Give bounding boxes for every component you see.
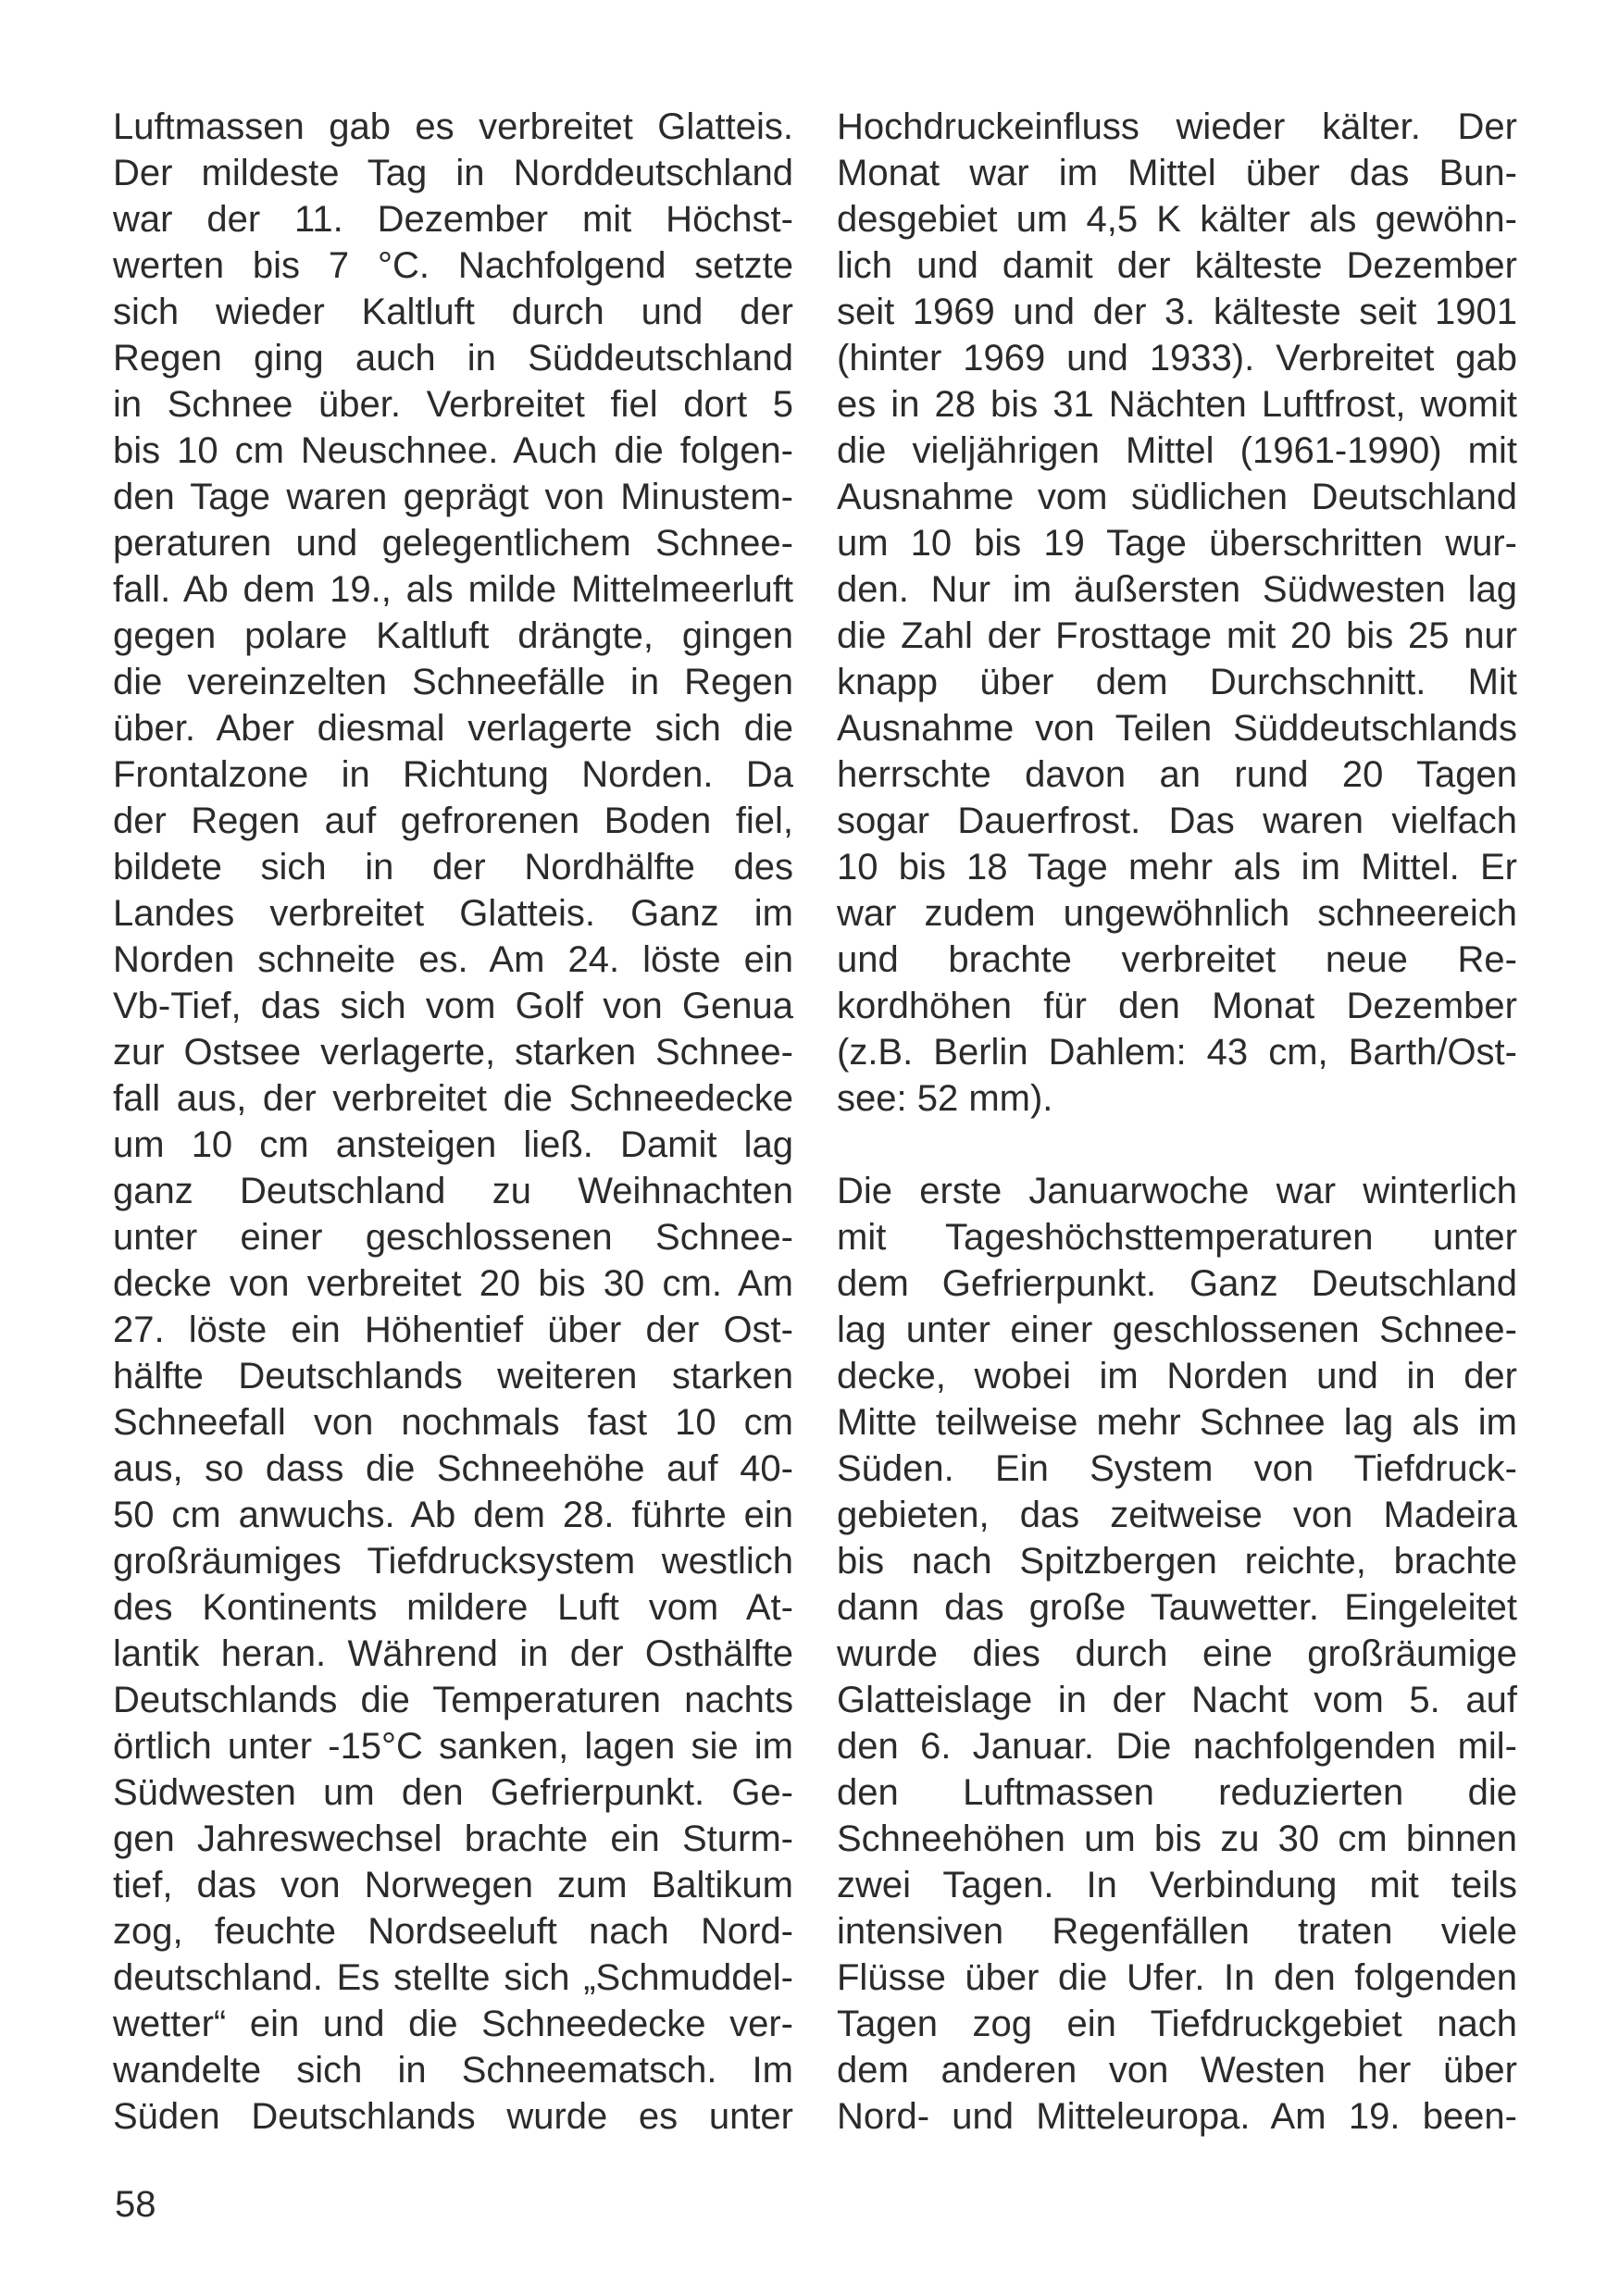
text-line: den Luftmassen reduzierten die bbox=[837, 1772, 1517, 1813]
text-line: den 6. Januar. Die nachfolgenden mil- bbox=[837, 1726, 1517, 1767]
text-line: zur Ostsee verlagerte, starken Schnee- bbox=[113, 1032, 793, 1073]
text-line: fall aus, der verbreitet die Schneedecke bbox=[113, 1078, 793, 1119]
text-line: Luftmassen gab es verbreitet Glatteis. bbox=[113, 106, 793, 147]
text-line: desgebiet um 4,5 K kälter als gewöhn- bbox=[837, 199, 1517, 240]
text-line: Regen ging auch in Süddeutschland bbox=[113, 338, 793, 379]
text-line: deutschland. Es stellte sich „Schmuddel- bbox=[113, 1957, 793, 1998]
text-line: decke von verbreitet 20 bis 30 cm. Am bbox=[113, 1263, 793, 1304]
text-line: Tagen zog ein Tiefdruckgebiet nach bbox=[837, 2004, 1517, 2044]
text-line: Ausnahme von Teilen Süddeutschlands bbox=[837, 708, 1517, 749]
text-line: (z.B. Berlin Dahlem: 43 cm, Barth/Ost- bbox=[837, 1032, 1517, 1073]
text-line: aus, so dass die Schneehöhe auf 40- bbox=[113, 1448, 793, 1489]
text-line: örtlich unter -15°C sanken, lagen sie im bbox=[113, 1726, 793, 1767]
text-line: 27. löste ein Höhentief über der Ost- bbox=[113, 1309, 793, 1350]
text-line: um 10 cm ansteigen ließ. Damit lag bbox=[113, 1124, 793, 1165]
page-number: 58 bbox=[115, 2184, 156, 2225]
text-line: mit Tageshöchsttemperaturen unter bbox=[837, 1217, 1517, 1258]
text-line: Flüsse über die Ufer. In den folgenden bbox=[837, 1957, 1517, 1998]
text-line: lag unter einer geschlossenen Schnee- bbox=[837, 1309, 1517, 1350]
text-line: Hochdruckeinfluss wieder kälter. Der bbox=[837, 106, 1517, 147]
text-line: 10 bis 18 Tage mehr als im Mittel. Er bbox=[837, 847, 1517, 887]
text-line: wandelte sich in Schneematsch. Im bbox=[113, 2050, 793, 2091]
text-line: zwei Tagen. In Verbindung mit teils bbox=[837, 1865, 1517, 1905]
right-column bbox=[837, 104, 1517, 2140]
text-line: werten bis 7 °C. Nachfolgend setzte bbox=[113, 245, 793, 286]
text-line: intensiven Regenfällen traten viele bbox=[837, 1911, 1517, 1952]
text-line: Die erste Januarwoche war winterlich bbox=[837, 1171, 1517, 1211]
text-line: um 10 bis 19 Tage überschritten wur- bbox=[837, 523, 1517, 564]
text-line: fall. Ab dem 19., als milde Mittelmeerluft bbox=[113, 569, 793, 610]
text-line: tief, das von Norwegen zum Baltikum bbox=[113, 1865, 793, 1905]
paragraph bbox=[837, 1168, 1517, 2140]
text-line: knapp über dem Durchschnitt. Mit bbox=[837, 662, 1517, 702]
text-line: peraturen und gelegentlichem Schnee- bbox=[113, 523, 793, 564]
text-line: lich und damit der kälteste Dezember bbox=[837, 245, 1517, 286]
text-line: Süden Deutschlands wurde es unter bbox=[113, 2096, 793, 2137]
text-line: gebieten, das zeitweise von Madeira bbox=[837, 1495, 1517, 1535]
text-line: dem Gefrierpunkt. Ganz Deutschland bbox=[837, 1263, 1517, 1304]
text-line: herrschte davon an rund 20 Tagen bbox=[837, 754, 1517, 795]
text-line: dem anderen von Westen her über bbox=[837, 2050, 1517, 2091]
text-line: es in 28 bis 31 Nächten Luftfrost, womit bbox=[837, 384, 1517, 425]
text-line: der Regen auf gefrorenen Boden fiel, bbox=[113, 800, 793, 841]
text-line: hälfte Deutschlands weiteren starken bbox=[113, 1356, 793, 1396]
text-line: bis nach Spitzbergen reichte, brachte bbox=[837, 1541, 1517, 1582]
paragraph-spacer bbox=[837, 1122, 1517, 1168]
text-line: Süden. Ein System von Tiefdruck- bbox=[837, 1448, 1517, 1489]
text-line: Glatteislage in der Nacht vom 5. auf bbox=[837, 1680, 1517, 1720]
text-line: die vereinzelten Schneefälle in Regen bbox=[113, 662, 793, 702]
text-line: Ausnahme vom südlichen Deutschland bbox=[837, 477, 1517, 517]
text-line: war der 11. Dezember mit Höchst- bbox=[113, 199, 793, 240]
text-line: lantik heran. Während in der Osthälfte bbox=[113, 1633, 793, 1674]
text-line: Monat war im Mittel über das Bun- bbox=[837, 153, 1517, 193]
text-line: Landes verbreitet Glatteis. Ganz im bbox=[113, 893, 793, 934]
left-column bbox=[113, 104, 793, 2140]
text-line: Deutschlands die Temperaturen nachts bbox=[113, 1680, 793, 1720]
text-line: (hinter 1969 und 1933). Verbreitet gab bbox=[837, 338, 1517, 379]
text-line: Schneefall von nochmals fast 10 cm bbox=[113, 1402, 793, 1443]
text-line: Der mildeste Tag in Norddeutschland bbox=[113, 153, 793, 193]
text-line: Nord- und Mitteleuropa. Am 19. been- bbox=[837, 2096, 1517, 2137]
text-line: seit 1969 und der 3. kälteste seit 1901 bbox=[837, 292, 1517, 332]
text-line: über. Aber diesmal verlagerte sich die bbox=[113, 708, 793, 749]
text-line: wurde dies durch eine großräumige bbox=[837, 1633, 1517, 1674]
text-line: gen Jahreswechsel brachte ein Sturm- bbox=[113, 1818, 793, 1859]
text-line: sogar Dauerfrost. Das waren vielfach bbox=[837, 800, 1517, 841]
text-line: den Tage waren geprägt von Minustem- bbox=[113, 477, 793, 517]
text-line: den. Nur im äußersten Südwesten lag bbox=[837, 569, 1517, 610]
text-line: die vieljährigen Mittel (1961-1990) mit bbox=[837, 430, 1517, 471]
text-line: die Zahl der Frosttage mit 20 bis 25 nur bbox=[837, 615, 1517, 656]
text-line: zog, feuchte Nordseeluft nach Nord- bbox=[113, 1911, 793, 1952]
text-line: decke, wobei im Norden und in der bbox=[837, 1356, 1517, 1396]
text-line: 50 cm anwuchs. Ab dem 28. führte ein bbox=[113, 1495, 793, 1535]
text-line: gegen polare Kaltluft drängte, gingen bbox=[113, 615, 793, 656]
text-line: ganz Deutschland zu Weihnachten bbox=[113, 1171, 793, 1211]
text-line: dann das große Tauwetter. Eingeleitet bbox=[837, 1587, 1517, 1628]
text-line: sich wieder Kaltluft durch und der bbox=[113, 292, 793, 332]
text-line: in Schnee über. Verbreitet fiel dort 5 bbox=[113, 384, 793, 425]
text-line: Südwesten um den Gefrierpunkt. Ge- bbox=[113, 1772, 793, 1813]
text-line: kordhöhen für den Monat Dezember bbox=[837, 986, 1517, 1026]
text-line: Norden schneite es. Am 24. löste ein bbox=[113, 939, 793, 980]
text-line: wetter“ ein und die Schneedecke ver- bbox=[113, 2004, 793, 2044]
text-line: Vb-Tief, das sich vom Golf von Genua bbox=[113, 986, 793, 1026]
text-line: Schneehöhen um bis zu 30 cm binnen bbox=[837, 1818, 1517, 1859]
text-line: Mitte teilweise mehr Schnee lag als im bbox=[837, 1402, 1517, 1443]
text-line: see: 52 mm). bbox=[837, 1078, 1053, 1119]
text-line: des Kontinents mildere Luft vom At- bbox=[113, 1587, 793, 1628]
text-line: und brachte verbreitet neue Re- bbox=[837, 939, 1517, 980]
paragraph bbox=[837, 104, 1517, 1122]
text-line: war zudem ungewöhnlich schneereich bbox=[837, 893, 1517, 934]
text-line: großräumiges Tiefdrucksystem westlich bbox=[113, 1541, 793, 1582]
text-line: unter einer geschlossenen Schnee- bbox=[113, 1217, 793, 1258]
text-line: bis 10 cm Neuschnee. Auch die folgen- bbox=[113, 430, 793, 471]
text-line: bildete sich in der Nordhälfte des bbox=[113, 847, 793, 887]
text-line: Frontalzone in Richtung Norden. Da bbox=[113, 754, 793, 795]
